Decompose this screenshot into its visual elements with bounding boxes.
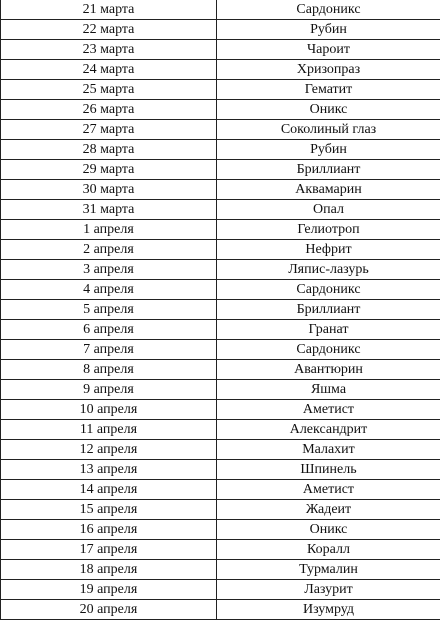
- stone-cell: Александрит: [217, 420, 440, 440]
- date-cell: 27 марта: [1, 120, 217, 140]
- stone-cell: Чароит: [217, 40, 440, 60]
- stone-cell: Рубин: [217, 140, 440, 160]
- date-cell: 21 марта: [1, 0, 217, 20]
- date-cell: 20 апреля: [1, 600, 217, 620]
- date-cell: 15 апреля: [1, 500, 217, 520]
- table-row: [1, 420, 440, 440]
- table-row: [1, 40, 440, 60]
- stone-cell: Коралл: [217, 540, 440, 560]
- stone-cell: Оникс: [217, 520, 440, 540]
- table-row: [1, 500, 440, 520]
- date-cell: 17 апреля: [1, 540, 217, 560]
- table-row: [1, 240, 440, 260]
- date-cell: 6 апреля: [1, 320, 217, 340]
- stone-cell: Яшма: [217, 380, 440, 400]
- date-cell: 3 апреля: [1, 260, 217, 280]
- stone-cell: Нефрит: [217, 240, 440, 260]
- date-cell: 14 апреля: [1, 480, 217, 500]
- stone-cell: Изумруд: [217, 600, 440, 620]
- date-cell: 23 марта: [1, 40, 217, 60]
- table-row: [1, 60, 440, 80]
- stone-cell: Гранат: [217, 320, 440, 340]
- table-row: [1, 340, 440, 360]
- table-row: [1, 160, 440, 180]
- table-row: [1, 100, 440, 120]
- date-cell: 19 апреля: [1, 580, 217, 600]
- date-cell: 8 апреля: [1, 360, 217, 380]
- table-row: [1, 520, 440, 540]
- date-cell: 24 марта: [1, 60, 217, 80]
- stone-cell: Бриллиант: [217, 300, 440, 320]
- date-cell: 10 апреля: [1, 400, 217, 420]
- table-row: [1, 400, 440, 420]
- date-cell: 18 апреля: [1, 560, 217, 580]
- table-row: [1, 220, 440, 240]
- table-row: [1, 600, 440, 620]
- date-cell: 11 апреля: [1, 420, 217, 440]
- stone-cell: Оникс: [217, 100, 440, 120]
- stone-cell: Опал: [217, 200, 440, 220]
- stone-cell: Сардоникс: [217, 280, 440, 300]
- table-row: [1, 0, 440, 20]
- date-cell: 1 апреля: [1, 220, 217, 240]
- table-row: [1, 80, 440, 100]
- table-row: [1, 180, 440, 200]
- stone-cell: Малахит: [217, 440, 440, 460]
- stone-cell: Гематит: [217, 80, 440, 100]
- table-row: [1, 580, 440, 600]
- table-row: [1, 280, 440, 300]
- date-cell: 31 марта: [1, 200, 217, 220]
- table-row: [1, 560, 440, 580]
- date-cell: 2 апреля: [1, 240, 217, 260]
- stone-cell: Аметист: [217, 400, 440, 420]
- date-cell: 26 марта: [1, 100, 217, 120]
- table-row: [1, 440, 440, 460]
- table-row: [1, 360, 440, 380]
- stone-cell: Лазурит: [217, 580, 440, 600]
- stone-cell: Сардоникс: [217, 340, 440, 360]
- table-row: [1, 540, 440, 560]
- table-row: [1, 120, 440, 140]
- stone-cell: Хризопраз: [217, 60, 440, 80]
- stone-cell: Рубин: [217, 20, 440, 40]
- stone-cell: Гелиотроп: [217, 220, 440, 240]
- table-row: [1, 260, 440, 280]
- date-cell: 16 апреля: [1, 520, 217, 540]
- stone-cell: Соколиный глаз: [217, 120, 440, 140]
- date-cell: 29 марта: [1, 160, 217, 180]
- table-row: [1, 200, 440, 220]
- table-row: [1, 300, 440, 320]
- date-cell: 12 апреля: [1, 440, 217, 460]
- stone-cell: Турмалин: [217, 560, 440, 580]
- stone-cell: Ляпис-лазурь: [217, 260, 440, 280]
- table-row: [1, 460, 440, 480]
- date-cell: 13 апреля: [1, 460, 217, 480]
- stone-cell: Шпинель: [217, 460, 440, 480]
- stone-cell: Авантюрин: [217, 360, 440, 380]
- date-cell: 28 марта: [1, 140, 217, 160]
- date-cell: 5 апреля: [1, 300, 217, 320]
- stone-cell: Сардоникс: [217, 0, 440, 20]
- table-row: [1, 380, 440, 400]
- table-row: [1, 320, 440, 340]
- table-row: [1, 480, 440, 500]
- date-cell: 30 марта: [1, 180, 217, 200]
- table-row: [1, 20, 440, 40]
- stone-cell: Аметист: [217, 480, 440, 500]
- stone-cell: Аквамарин: [217, 180, 440, 200]
- table-body: [1, 0, 440, 620]
- date-cell: 22 марта: [1, 20, 217, 40]
- stone-cell: Жадеит: [217, 500, 440, 520]
- date-cell: 4 апреля: [1, 280, 217, 300]
- stone-cell: Бриллиант: [217, 160, 440, 180]
- date-cell: 9 апреля: [1, 380, 217, 400]
- date-cell: 25 марта: [1, 80, 217, 100]
- table-row: [1, 140, 440, 160]
- date-cell: 7 апреля: [1, 340, 217, 360]
